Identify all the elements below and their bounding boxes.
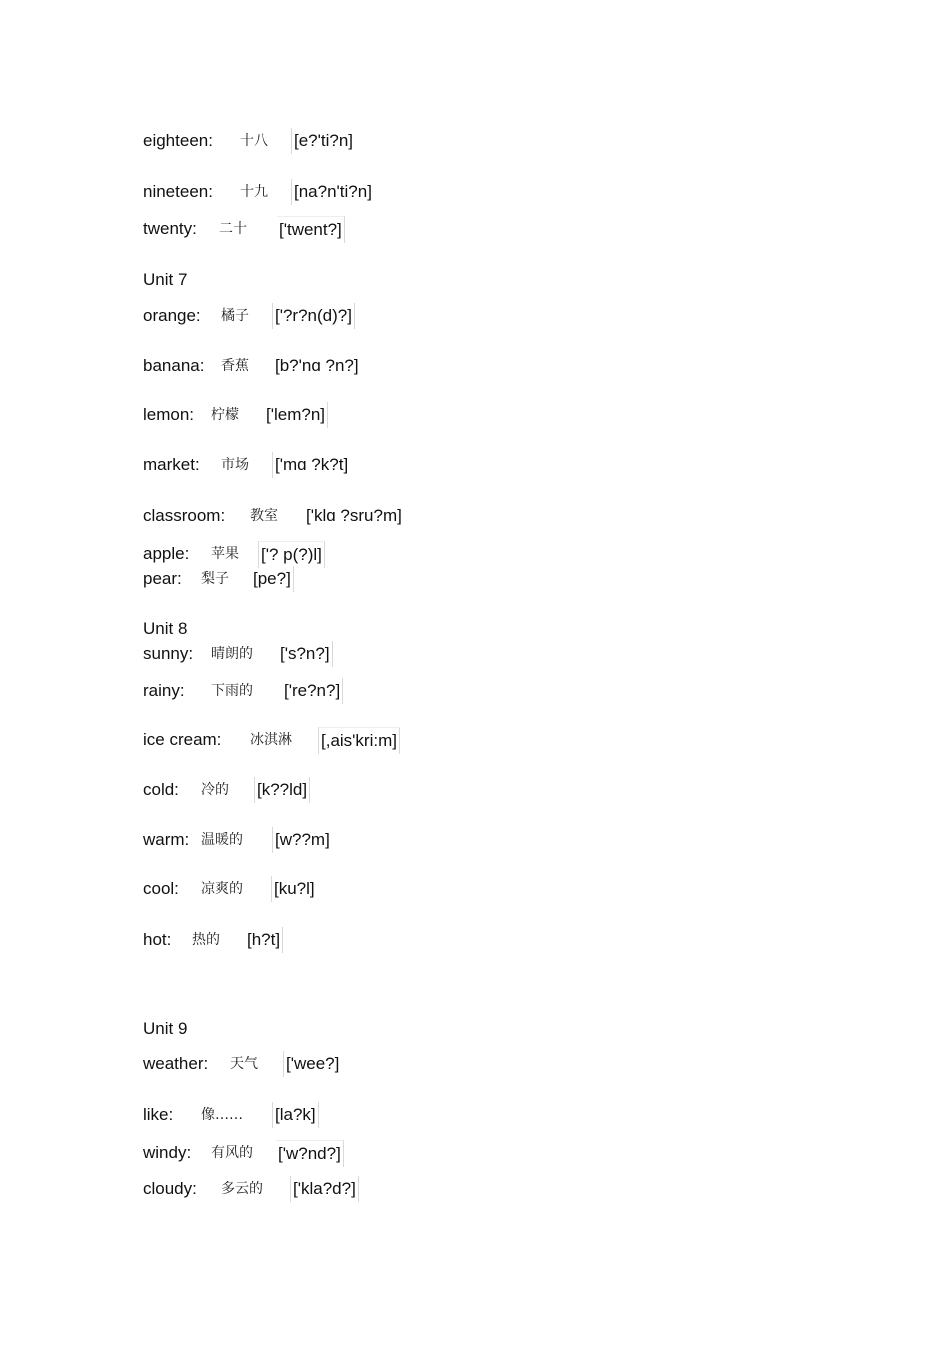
vocab-word: twenty: [143, 219, 197, 238]
vocab-phonetic: [la?k] [272, 1102, 319, 1128]
vocab-phonetic: ['twent?] [277, 216, 345, 243]
vocab-word: weather: [143, 1054, 209, 1073]
vocab-meaning: 十八 [240, 133, 268, 149]
unit-heading: Unit 9 [143, 1019, 188, 1038]
vocab-phonetic: ['?r?n(d)?] [272, 303, 355, 329]
vocab-meaning: 凉爽的 [201, 881, 243, 897]
vocab-word: lemon: [143, 405, 195, 424]
vocab-word: apple: [143, 544, 190, 563]
vocab-meaning: 香蕉 [221, 358, 249, 374]
vocab-phonetic: [e?'ti?n] [291, 128, 355, 154]
vocab-meaning: 热的 [192, 932, 220, 948]
vocab-word: cloudy: [143, 1179, 197, 1198]
unit-heading: Unit 7 [143, 270, 188, 289]
unit-heading: Unit 8 [143, 619, 188, 638]
vocab-phonetic: ['lem?n] [264, 402, 328, 428]
vocab-phonetic: [,ais'kri:m] [318, 727, 400, 754]
vocab-word: windy: [143, 1143, 192, 1162]
vocab-meaning: 有风的 [211, 1145, 253, 1161]
vocab-phonetic: [k??ld] [254, 777, 310, 803]
vocab-word: rainy: [143, 681, 185, 700]
vocab-word: orange: [143, 306, 201, 325]
vocab-word: banana: [143, 356, 205, 375]
vocab-meaning: 梨子 [201, 571, 229, 587]
vocab-meaning: 冰淇淋 [250, 732, 292, 748]
vocab-phonetic: [b?'nɑ ?n?] [275, 356, 359, 375]
vocab-phonetic: ['wee?] [283, 1051, 341, 1077]
vocab-phonetic: ['mɑ ?k?t] [272, 452, 350, 478]
vocab-phonetic: ['klɑ ?sru?m] [306, 506, 402, 525]
vocab-meaning: 市场 [221, 457, 249, 473]
vocab-word: cool: [143, 879, 179, 898]
vocab-meaning: 十九 [240, 184, 268, 200]
vocab-meaning: 下雨的 [211, 683, 253, 699]
vocab-phonetic: [h?t] [245, 927, 283, 953]
vocab-meaning: 晴朗的 [211, 646, 253, 662]
vocab-phonetic: ['? p(?)l] [258, 541, 325, 568]
vocab-phonetic: [na?n'ti?n] [291, 179, 374, 205]
vocab-phonetic: ['s?n?] [278, 641, 333, 667]
vocab-word: hot: [143, 930, 172, 949]
vocab-word: cold: [143, 780, 179, 799]
vocab-phonetic: ['kla?d?] [290, 1176, 359, 1202]
vocab-meaning: 教室 [250, 508, 278, 524]
vocab-meaning: 橘子 [221, 308, 249, 324]
vocab-word: sunny: [143, 644, 194, 663]
vocab-meaning: 冷的 [201, 782, 229, 798]
vocab-phonetic: ['w?nd?] [276, 1140, 344, 1167]
vocab-word: warm: [143, 830, 190, 849]
vocab-meaning: 多云的 [221, 1181, 263, 1197]
vocab-phonetic: [ku?l] [271, 876, 317, 902]
vocab-meaning: 温暖的 [201, 832, 243, 848]
vocab-meaning: 天气 [230, 1056, 258, 1072]
vocab-word: pear: [143, 569, 182, 588]
vocab-phonetic: [w??m] [272, 827, 332, 853]
vocab-word: ice cream: [143, 730, 222, 749]
vocab-word: like: [143, 1105, 174, 1124]
vocab-phonetic: [pe?] [251, 566, 294, 592]
vocab-meaning: 苹果 [211, 546, 239, 562]
vocab-word: eighteen: [143, 131, 213, 150]
vocab-meaning: 像…… [201, 1107, 243, 1123]
vocab-phonetic: ['re?n?] [282, 678, 343, 704]
vocab-meaning: 柠檬 [211, 407, 239, 423]
vocab-meaning: 二十 [219, 221, 247, 237]
vocab-word: nineteen: [143, 182, 213, 201]
vocab-word: market: [143, 455, 200, 474]
vocab-word: classroom: [143, 506, 226, 525]
